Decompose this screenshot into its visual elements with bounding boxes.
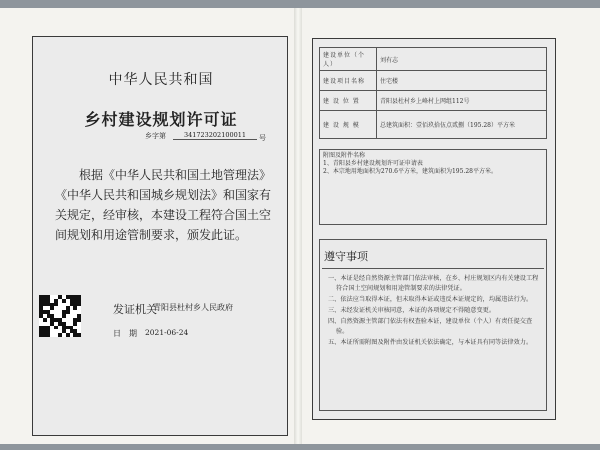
notice-title: 遵守事项 bbox=[324, 250, 368, 263]
left-page-panel bbox=[32, 36, 288, 436]
qr-code-icon bbox=[39, 295, 81, 337]
notice-list bbox=[328, 274, 542, 349]
issue-date-label: 日 期 bbox=[113, 329, 137, 338]
table-label: 建设项目名称 bbox=[320, 71, 377, 91]
table-row bbox=[320, 71, 547, 91]
attachment-item: 1、青阳县乡村建设规划许可证申请表 bbox=[323, 160, 423, 167]
booklet-spine bbox=[294, 8, 302, 444]
issue-date: 2021-06-24 bbox=[145, 328, 189, 337]
table-row bbox=[320, 111, 547, 139]
table-row bbox=[320, 91, 547, 111]
table-label: 建设单位（个人） bbox=[320, 48, 377, 71]
issuing-authority: 青阳县杜村乡人民政府 bbox=[153, 303, 233, 312]
right-page-panel bbox=[312, 38, 556, 420]
notice-item: 二、依法应当取得本证，但未取得本证或违反本证规定的，均属违法行为。 bbox=[328, 296, 533, 303]
notice-item: 三、未经发证机关审核同意，本证的各项规定不得随意变更。 bbox=[328, 307, 496, 314]
project-info-table bbox=[319, 47, 547, 139]
notice-divider bbox=[322, 268, 544, 269]
table-label: 建 设 规 模 bbox=[320, 111, 377, 139]
table-value: 住宅楼 bbox=[377, 71, 547, 91]
table-value: 青阳县杜村乡上峰村上网组112号 bbox=[377, 91, 547, 111]
certificate-body-text: 根据《中华人民共和国土地管理法》《中华人民共和国城乡规划法》和国家有关规定，经审核，本建设工程符合国土空间规划和用途管制要求，颁发此证。 bbox=[55, 168, 272, 242]
permit-number-label: 乡字第 bbox=[145, 132, 166, 140]
attachment-item: 2、本宗地用地面积为270.6平方米，建筑面积为195.28平方米。 bbox=[323, 168, 497, 175]
issuer-label: 发证机关 bbox=[113, 303, 157, 316]
table-value: 总建筑面积：壹佰玖拾伍点贰捌（195.28）平方米 bbox=[377, 111, 547, 139]
permit-number: 341723202100011 bbox=[173, 131, 257, 140]
notice-box bbox=[319, 239, 547, 411]
notice-item: 五、本证所需附图及附件由发证机关依法确定，与本证具有同等法律效力。 bbox=[328, 339, 533, 346]
notice-item: 四、自然资源主管部门依法有权查验本证，建设单位（个人）有责任提交查验。 bbox=[328, 318, 533, 335]
permit-number-suffix: 号 bbox=[259, 134, 266, 142]
attachments-box bbox=[319, 149, 547, 225]
notice-item: 一、本证是经自然资源主管部门依法审核，在乡、村庄规划区内有关建设工程符合国土空间规划和用途管制要求的法律凭证。 bbox=[328, 275, 539, 292]
attachments-title: 附图及附件名称 bbox=[323, 152, 366, 159]
table-label: 建 设 位 置 bbox=[320, 91, 377, 111]
country-name: 中华人民共和国 bbox=[108, 72, 214, 88]
table-row bbox=[320, 48, 547, 71]
certificate-title: 乡村建设规划许可证 bbox=[84, 110, 238, 129]
table-value: 刘有志 bbox=[377, 48, 547, 71]
open-certificate-booklet bbox=[0, 8, 600, 444]
